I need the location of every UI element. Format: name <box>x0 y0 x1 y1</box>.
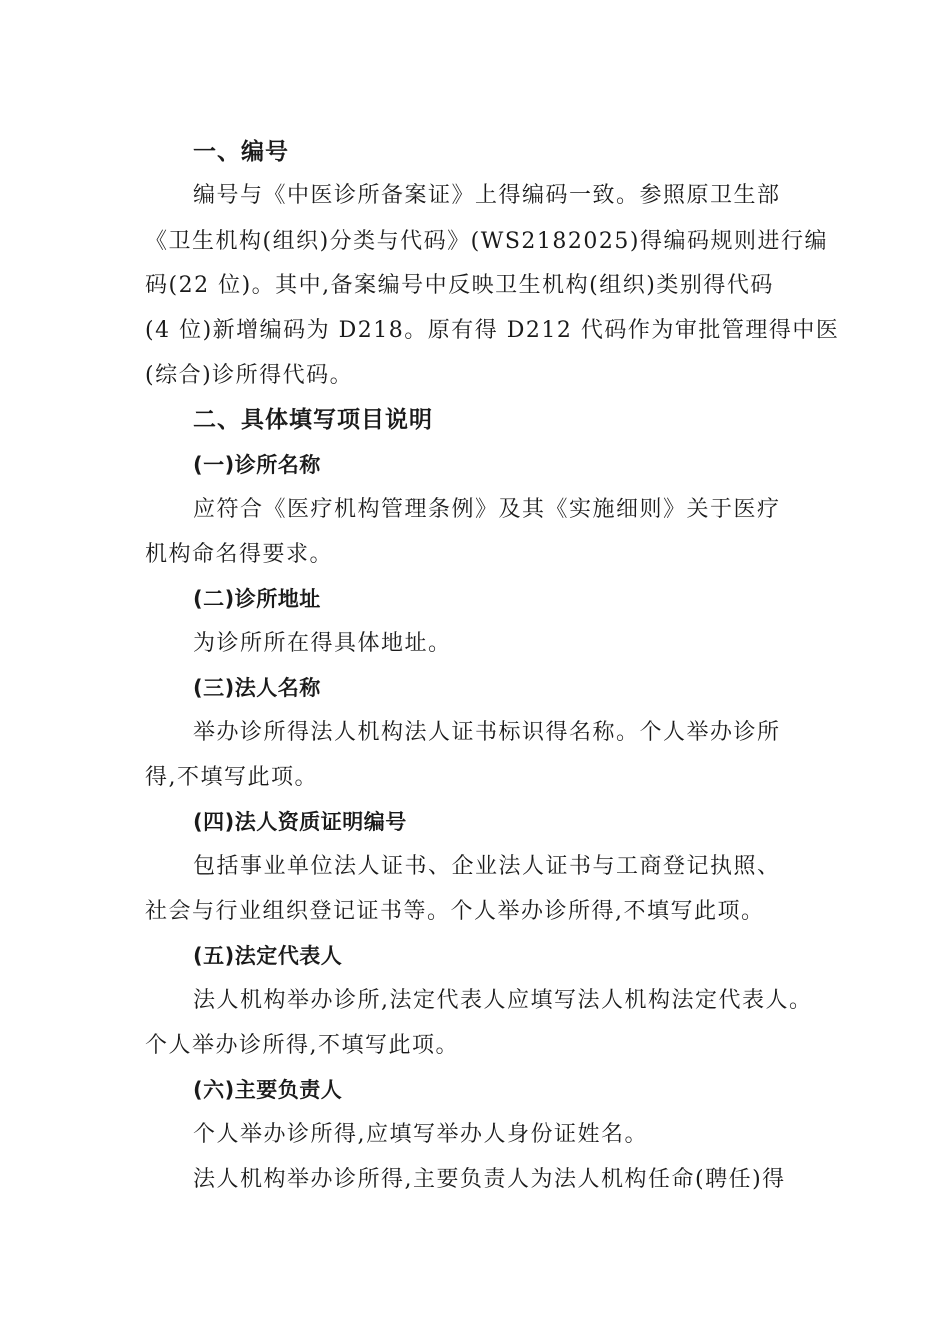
subheading-legal-entity-name: (三)法人名称 <box>193 676 321 700</box>
subheading-legal-representative: (五)法定代表人 <box>193 944 343 968</box>
paragraph-line: 个人举办诊所得,不填写此项。 <box>145 1033 459 1058</box>
paragraph-line: 得,不填写此项。 <box>145 765 318 790</box>
heading-fill-items: 二、具体填写项目说明 <box>193 407 433 433</box>
paragraph-line: 编号与《中医诊所备案证》上得编码一致。参照原卫生部 <box>193 183 781 208</box>
heading-numbering: 一、编号 <box>193 139 289 165</box>
paragraph-line: 举办诊所得法人机构法人证书标识得名称。个人举办诊所 <box>193 720 781 745</box>
paragraph-line: 法人机构举办诊所,法定代表人应填写法人机构法定代表人。 <box>193 988 813 1013</box>
paragraph-line: 《卫生机构(组织)分类与代码》(WS2182025)得编码规则进行编 <box>145 229 828 254</box>
paragraph-line: 为诊所所在得具体地址。 <box>193 631 452 656</box>
paragraph-line: (4 位)新增编码为 D218。原有得 D212 代码作为审批管理得中医 <box>145 318 840 343</box>
subheading-clinic-name: (一)诊所名称 <box>193 453 321 477</box>
subheading-clinic-address: (二)诊所地址 <box>193 587 321 611</box>
subheading-qualification-number: (四)法人资质证明编号 <box>193 810 407 834</box>
paragraph-line: 法人机构举办诊所得,主要负责人为法人机构任命(聘任)得 <box>193 1167 786 1192</box>
subheading-principal: (六)主要负责人 <box>193 1078 343 1102</box>
paragraph-line: 社会与行业组织登记证书等。个人举办诊所得,不填写此项。 <box>145 899 765 924</box>
paragraph-line: 应符合《医疗机构管理条例》及其《实施细则》关于医疗 <box>193 497 781 522</box>
paragraph-line: 机构命名得要求。 <box>145 542 334 567</box>
paragraph-line: 包括事业单位法人证书、企业法人证书与工商登记执照、 <box>193 854 781 879</box>
paragraph-line: 码(22 位)。其中,备案编号中反映卫生机构(组织)类别得代码 <box>145 273 774 298</box>
paragraph-line: 个人举办诊所得,应填写举办人身份证姓名。 <box>193 1122 648 1147</box>
paragraph-line: (综合)诊所得代码。 <box>145 363 354 388</box>
